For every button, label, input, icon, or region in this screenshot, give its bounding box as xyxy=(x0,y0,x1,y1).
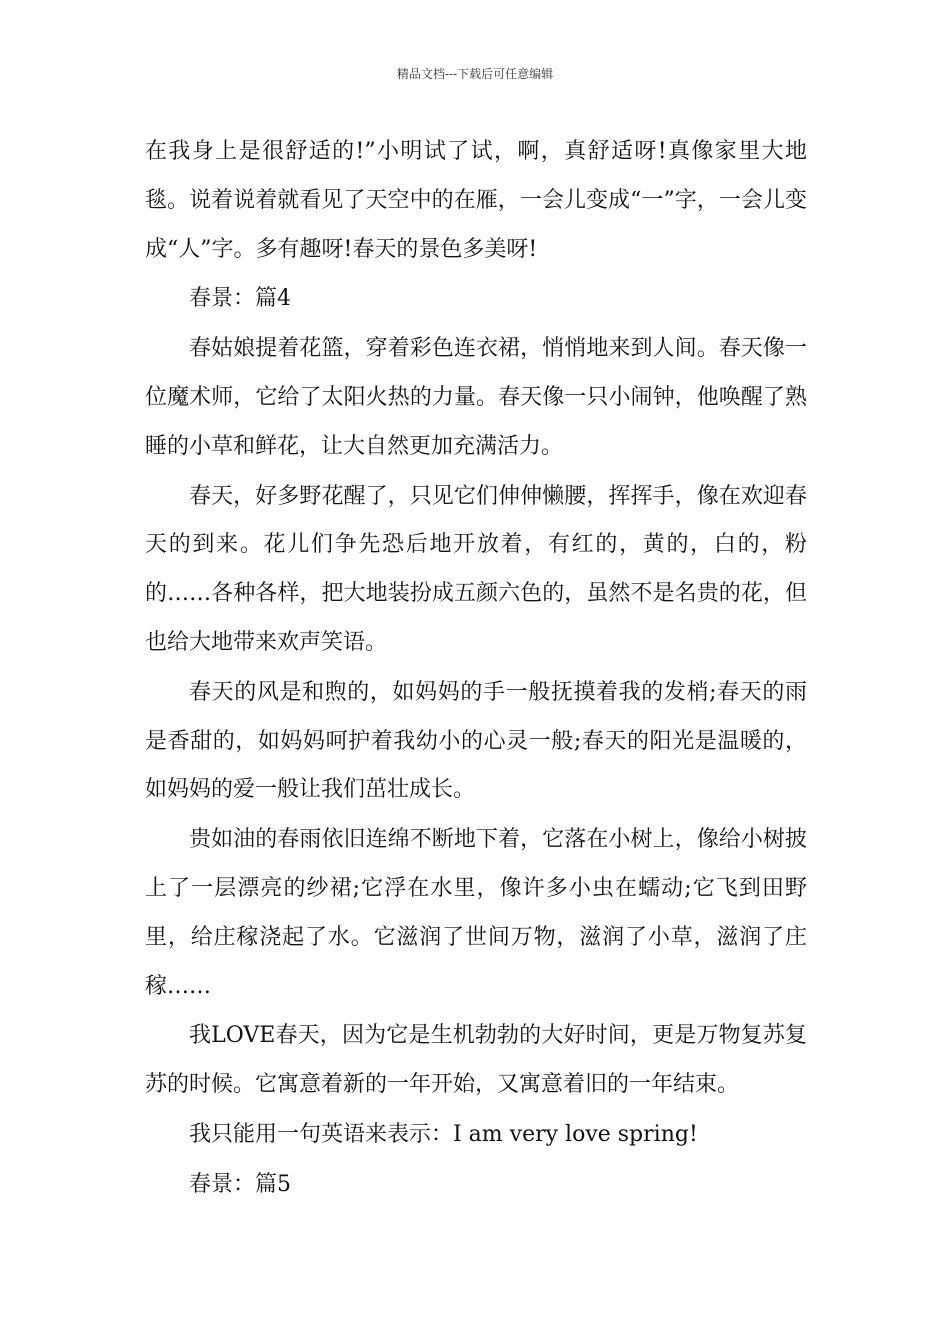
paragraph: 贵如油的春雨依旧连绵不断地下着，它落在小树上，像给小树披上了一层漂亮的纱裙;它浮在水里，像许多小虫在蠕动;它飞到田野里，给庄稼浇起了水。它滋润了世间万物，滋润了小草，滋润了庄稼…… xyxy=(145,827,807,999)
paragraph-continuation: 在我身上是很舒适的!”小明试了试，啊，真舒适呀!真像家里大地毯。说着说着就看见了天空中的在雁，一会儿变成“一”字，一会儿变成“人”字。多有趣呀!春天的景色多美呀! xyxy=(145,139,807,262)
paragraph: 春姑娘提着花篮，穿着彩色连衣裙，悄悄地来到人间。春天像一位魔术师，它给了太阳火热的力量。春天像一只小闹钟，他唤醒了熟睡的小草和鲜花，让大自然更加充满活力。 xyxy=(145,336,807,459)
section-heading-5: 春景：篇5 xyxy=(189,1171,291,1197)
paragraph: 春天的风是和煦的，如妈妈的手一般抚摸着我的发梢;春天的雨是香甜的，如妈妈呵护着我幼小的心灵一般;春天的阳光是温暖的，如妈妈的爱一般让我们茁壮成长。 xyxy=(145,679,807,803)
document-body xyxy=(145,128,807,1211)
paragraph: 我只能用一句英语来表示：I am very love spring! xyxy=(189,1121,698,1147)
page-header: 精品文档---下载后可任意编辑 xyxy=(396,67,554,81)
section-heading-4: 春景：篇4 xyxy=(189,286,291,312)
paragraph: 春天，好多野花醒了，只见它们伸伸懒腰，挥挥手，像在欢迎春天的到来。花儿们争先恐后地开放着，有红的，黄的，白的，粉的……各种各样，把大地装扮成五颜六色的，虽然不是名贵的花，但也给大地带来欢声笑语。 xyxy=(145,483,807,655)
paragraph: 我LOVE春天，因为它是生机勃勃的大好时间，更是万物复苏复苏的时候。它寓意着新的一年开始，又寓意着旧的一年结束。 xyxy=(145,1023,807,1098)
